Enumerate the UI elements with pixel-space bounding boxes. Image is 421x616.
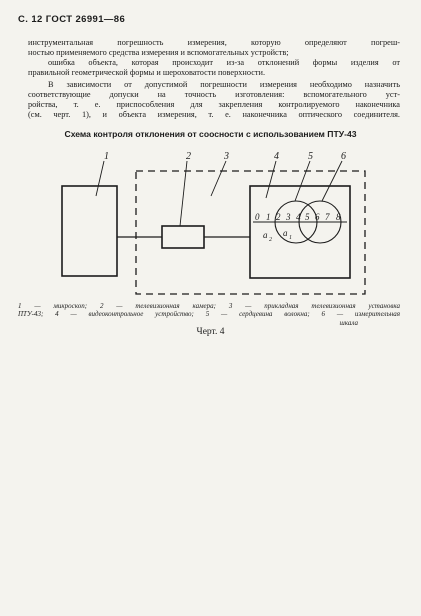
label-1: 1 — [104, 151, 109, 162]
scale-digit: 5 — [305, 212, 310, 222]
scale-digit: 2 — [276, 212, 281, 222]
paragraph-line: соответствующие допуски на точность изготовления: вспомогательного уст- — [28, 90, 400, 99]
leader-line-4 — [266, 161, 276, 198]
scale-digit: 0 — [255, 212, 260, 222]
scale-digit: 3 — [286, 212, 291, 222]
leader-line-6 — [322, 161, 342, 201]
label-a1-subscript: 1 — [289, 235, 292, 241]
scheme-figure — [0, 140, 421, 300]
paragraph-line: инструментальная погрешность измерения, которую определяют погреш- — [28, 38, 400, 47]
caption-line: 1 — микроскоп; 2 — телевизионная камера; 3 — прикладная телевизионная установка — [18, 302, 400, 310]
label-4: 4 — [274, 151, 279, 162]
scale-digit: 7 — [325, 212, 330, 222]
label-a2-subscript: 2 — [269, 237, 272, 243]
page-header: С. 12 ГОСТ 26991—86 — [18, 14, 126, 25]
caption-line: шкала — [339, 318, 358, 327]
label-6: 6 — [341, 151, 346, 162]
label-5: 5 — [308, 151, 313, 162]
microscope-box — [62, 186, 117, 276]
paragraph-line: ностью применяемого средства измерения и вспомогательных устройств; — [28, 48, 289, 57]
scale-digit: 8 — [336, 212, 341, 222]
paragraph-line: правильной геометрической формы и шероховатости поверхности. — [28, 68, 266, 77]
leader-line-3 — [211, 161, 226, 196]
scale-digits — [255, 212, 341, 222]
figure-caption — [18, 302, 400, 327]
figure-number: Черт. 4 — [196, 327, 225, 337]
scale-digit: 1 — [266, 212, 271, 222]
scale-digit: 4 — [296, 212, 301, 222]
caption-line: ПТУ-43; 4 — видеоконтрольное устройство; 5 — сердцевина волокна; 6 — измерительная — [18, 310, 400, 319]
paragraph-line: ошибка объекта, которая происходит из-за отклонений формы изделия от — [48, 58, 400, 67]
label-3: 3 — [224, 151, 229, 162]
scheme-title: Схема контроля отклонения от соосности с использованием ПТУ-43 — [64, 129, 357, 139]
scale-digit: 6 — [315, 212, 320, 222]
paragraph-line: (см. черт. 1), и объекта измерения, т. е. наконечника оптического соединителя. — [28, 110, 400, 119]
paragraph-line: В зависимости от допустимой погрешности измерения необходимо назначить — [48, 80, 400, 89]
camera-box — [162, 226, 204, 248]
label-a2: a — [263, 230, 268, 240]
leader-line-5 — [295, 161, 310, 201]
leader-line-2 — [180, 161, 187, 226]
label-a1: a — [283, 228, 288, 238]
label-2: 2 — [186, 151, 191, 162]
paragraph-line: ройства, т. е. приспособления для закрепления контролируемого наконечника — [28, 100, 400, 109]
leader-line-1 — [96, 161, 104, 196]
